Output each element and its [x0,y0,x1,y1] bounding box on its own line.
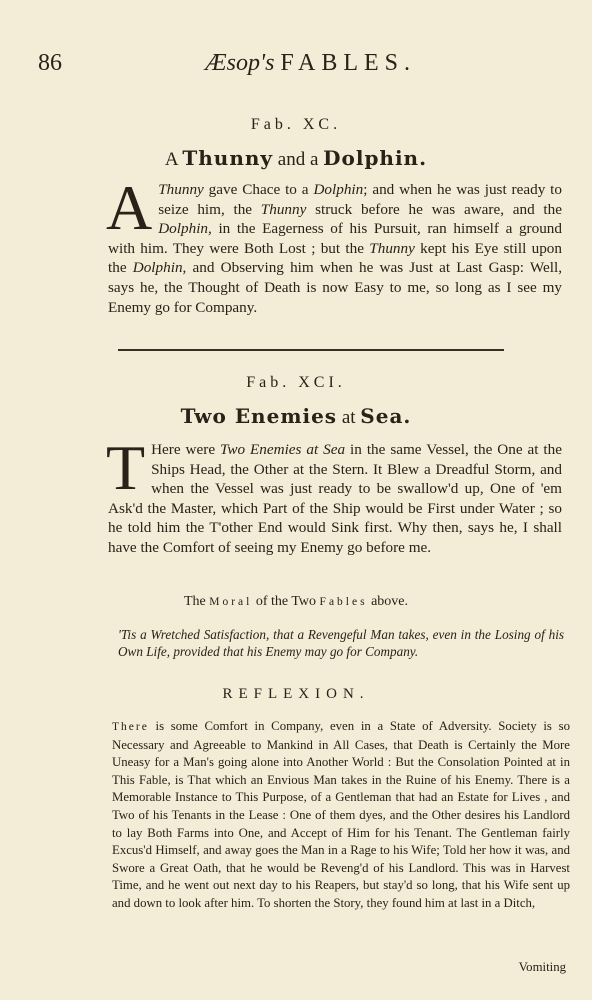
fable-text-91: T Here were Two Enemies at Sea in the same Vessel, the One at the Ships Head, the Other at the Stern. It Blew a Dreadful Storm, and when the Vessel was just ready to be swallow'd up, One of 'em Ask'd the Master, which Part of the Ship would be First under Water ; so he told him the T'other End would Sink first. Why then, says he, I shall have the Comfort of seeing my Enemy go before me. [106,432,562,556]
moral-text: 'Tis a Wretched Satisfaction, that a Revengeful Man takes, even in the Losing of his Own Life, provided that his Enemy may go for Company. [118,627,564,659]
running-title-italic: Æsop's [205,50,275,76]
fable-number-90: Fab. XC. [250,116,342,133]
drop-cap: T [106,432,146,503]
fable-title-91: Two Enemies at Sea. [180,404,412,428]
fable-number-91: Fab. XCI. [246,374,346,391]
fable-title-90: A Thunny and a Dolphin. [164,146,428,170]
section-divider [118,349,504,351]
reflexion-heading: REFLEXION. [222,686,370,702]
page-number: 86 [38,50,62,76]
reflexion-text: There is some Comfort in Company, even in a State of Adversity. Society is so Necessary and Agreeable to Mankind in All Cases, that Death is Certainly the More Uneasy for a Man's going alone into Another World : But the Consolation Pointed at in This Fable, is That which an Envious Man takes in the Ruine of his Enemy. There is a Memorable Instance to This Purpose, of a Gentleman that had an Estate for Lives , and Two of his Tenants in the Lease : One of them dyes, and the Other desires his Landlord to lay Both Farms into One, and Accept of Him for his Tenant. The Gentleman fairly Excus'd Himself, and away goes the Man in a Rage to his Wife; Told her how it was, and Swore a Great Oath, that he would be Reveng'd of his Landlord. This was in Harvest Time, and he went out next day to his Reapers, but stay'd so long, that his Wife sent up and down to look after him. To shorten the Story, they found him at last in a Ditch, [112,719,570,910]
moral-heading: The Moral of the Two Fables above. [183,594,409,609]
catchword: Vomiting [518,960,566,974]
drop-cap: A [106,172,153,243]
reflexion-lead: There [112,721,149,733]
running-title [205,50,416,77]
fable-text-90: A Thunny gave Chace to a Dolphin; and when he was just ready to seize him, the Thunny struck before he was aware, and the Dolphin, in the Eagerness of his Pursuit, ran himself a ground with him. They were Both Lost ; but the Thunny kept his Eye still upon the Dolphin, and Observing him when he was Just at Last Gasp: Well, says he, the Thought of Death is now Easy to me, so long as I see my Enemy go for Company. [106,172,563,316]
running-header [0,48,592,80]
running-title-caps: FABLES. [280,50,416,76]
